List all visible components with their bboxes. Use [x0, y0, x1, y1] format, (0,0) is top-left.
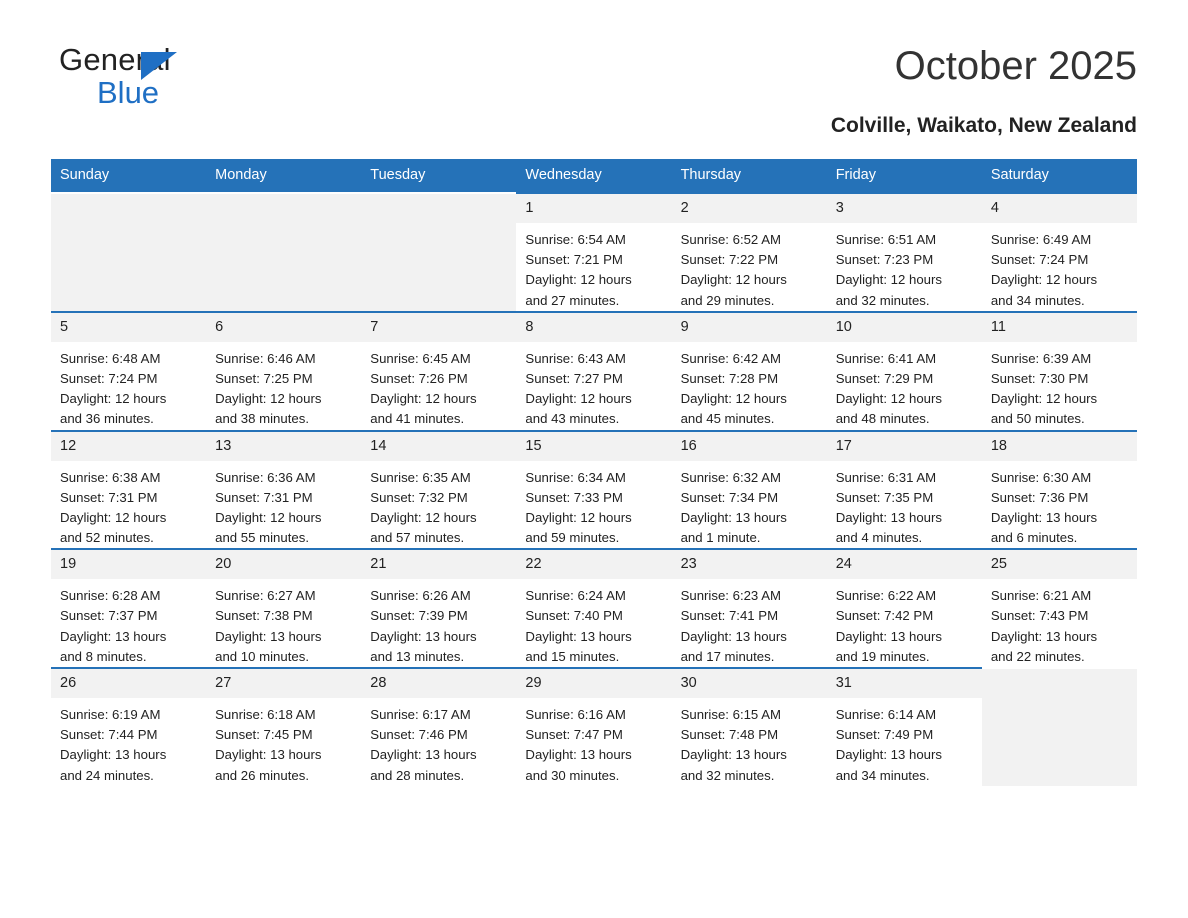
day-detail-line: Daylight: 13 hours [525, 747, 632, 763]
day-detail-line: Sunrise: 6:34 AM [525, 469, 626, 485]
day-number [51, 194, 206, 207]
day-number: 26 [51, 669, 206, 698]
day-details [361, 579, 516, 667]
calendar-day-cell [827, 667, 982, 786]
weekday-header-row [51, 159, 1137, 192]
day-detail-line: Daylight: 12 hours [370, 509, 477, 525]
day-detail-line: and 29 minutes. [680, 292, 775, 308]
title-block [831, 44, 1137, 138]
day-cell-content [51, 430, 206, 549]
day-detail-line: and 32 minutes. [680, 767, 775, 783]
day-number: 20 [206, 550, 361, 579]
day-detail-line: Sunrise: 6:16 AM [525, 707, 626, 722]
day-detail-line: and 55 minutes. [215, 530, 309, 546]
day-detail-line: Sunset: 7:43 PM [990, 608, 1089, 624]
calendar-day-cell [51, 548, 206, 667]
day-detail-line: and 13 minutes. [370, 648, 465, 664]
calendar-week-row [51, 192, 1137, 311]
calendar-day-cell [672, 667, 827, 786]
day-detail-line: Sunset: 7:21 PM [525, 252, 623, 268]
weekday-header-tuesday: Tuesday [361, 159, 516, 192]
day-number: 3 [827, 194, 982, 223]
day-detail-line: Daylight: 13 hours [990, 509, 1098, 525]
day-detail-line: Daylight: 13 hours [215, 628, 322, 644]
calendar-day-cell [361, 548, 516, 667]
day-detail-line: and 26 minutes. [215, 767, 309, 783]
day-cell-content [672, 667, 827, 786]
day-details [516, 698, 671, 786]
day-detail-line: Sunrise: 6:35 AM [370, 469, 471, 485]
day-detail-line: Sunrise: 6:17 AM [370, 707, 471, 722]
day-details [516, 461, 671, 549]
day-detail-line: Sunrise: 6:21 AM [990, 588, 1092, 604]
weekday-header-friday: Friday [827, 159, 982, 192]
weekday-header-thursday: Thursday [672, 159, 827, 192]
day-details [672, 461, 827, 549]
day-detail-line: and 45 minutes. [680, 411, 775, 427]
day-detail-line: Daylight: 13 hours [525, 628, 632, 644]
day-detail-line: Sunset: 7:24 PM [990, 252, 1089, 268]
day-number: 19 [51, 550, 206, 579]
day-detail-line: and 10 minutes. [215, 648, 309, 664]
day-number [206, 194, 361, 207]
day-detail-line: Sunrise: 6:32 AM [680, 469, 781, 485]
day-details [982, 579, 1137, 667]
calendar-day-cell [827, 430, 982, 549]
day-number [982, 669, 1137, 682]
day-detail-line: Sunrise: 6:51 AM [835, 232, 937, 247]
day-cell-content [827, 667, 982, 786]
day-detail-line: Daylight: 13 hours [370, 628, 477, 644]
day-cell-content [361, 430, 516, 549]
day-detail-line: Sunrise: 6:41 AM [835, 350, 937, 366]
day-cell-content [516, 667, 671, 786]
day-detail-line: Sunrise: 6:36 AM [215, 469, 316, 485]
day-detail-line: and 30 minutes. [525, 767, 620, 783]
day-number: 15 [516, 432, 671, 461]
calendar-day-cell [206, 430, 361, 549]
day-detail-line: Daylight: 13 hours [215, 747, 322, 763]
calendar-day-cell [516, 192, 671, 311]
day-number [361, 194, 516, 207]
day-detail-line: Daylight: 13 hours [680, 747, 787, 763]
day-number: 14 [361, 432, 516, 461]
day-detail-line: Sunrise: 6:54 AM [525, 232, 626, 247]
day-cell-empty [982, 667, 1137, 786]
day-detail-line: and 15 minutes. [525, 648, 620, 664]
location-subtitle: Colville, Waikato, New Zealand [830, 114, 1137, 137]
day-detail-line: Sunset: 7:39 PM [370, 608, 468, 624]
day-detail-line: Sunset: 7:31 PM [60, 489, 158, 505]
day-number: 1 [516, 194, 671, 223]
calendar-day-cell [361, 667, 516, 786]
day-number: 6 [206, 313, 361, 342]
day-cell-content [51, 311, 206, 430]
page-header [51, 0, 1137, 138]
day-number: 30 [672, 669, 827, 698]
day-cell-content [516, 311, 671, 430]
logo-text-blue: Blue [97, 75, 160, 110]
day-detail-line: Daylight: 12 hours [835, 272, 942, 288]
day-details [206, 461, 361, 549]
day-detail-line: and 48 minutes. [835, 411, 930, 427]
calendar-day-cell [206, 667, 361, 786]
day-detail-line: and 57 minutes. [370, 530, 465, 546]
calendar-week-row [51, 311, 1137, 430]
day-details [672, 579, 827, 667]
day-detail-line: Daylight: 12 hours [525, 272, 632, 288]
day-details [827, 461, 982, 549]
day-detail-line: Sunrise: 6:43 AM [525, 350, 626, 366]
day-detail-line: Sunrise: 6:46 AM [215, 350, 316, 366]
calendar-day-cell [982, 548, 1137, 667]
day-cell-content [672, 430, 827, 549]
day-cell-content [516, 430, 671, 549]
weekday-header-sunday: Sunday [51, 159, 206, 192]
day-detail-line: Sunset: 7:48 PM [680, 727, 779, 743]
day-cell-empty [206, 192, 361, 311]
day-number: 13 [206, 432, 361, 461]
logo-triangle-icon [141, 52, 177, 80]
weekday-header-wednesday: Wednesday [516, 159, 671, 192]
calendar-day-cell [827, 311, 982, 430]
day-number: 11 [982, 313, 1137, 342]
day-detail-line: and 4 minutes. [835, 530, 923, 546]
calendar-day-cell [672, 311, 827, 430]
day-details [206, 698, 361, 786]
day-cell-content [672, 548, 827, 667]
day-detail-line: and 17 minutes. [680, 648, 775, 664]
day-detail-line: Sunrise: 6:22 AM [835, 588, 937, 604]
day-cell-content [827, 430, 982, 549]
day-detail-line: Sunrise: 6:45 AM [370, 350, 471, 366]
day-detail-line: Sunset: 7:38 PM [215, 608, 313, 624]
calendar-week-row [51, 548, 1137, 667]
day-detail-line: Sunrise: 6:24 AM [525, 588, 626, 604]
day-number: 23 [672, 550, 827, 579]
day-details [206, 342, 361, 430]
day-details [982, 461, 1137, 549]
day-number: 29 [516, 669, 671, 698]
day-detail-line: Sunrise: 6:23 AM [680, 588, 781, 604]
day-cell-content [361, 667, 516, 786]
calendar-day-cell [51, 430, 206, 549]
day-detail-line: Daylight: 12 hours [990, 391, 1098, 407]
calendar-week-row [51, 667, 1137, 786]
day-detail-line: Sunset: 7:32 PM [370, 489, 468, 505]
weekday-header-monday: Monday [206, 159, 361, 192]
day-cell-content [206, 430, 361, 549]
day-cell-content [672, 192, 827, 311]
day-detail-line: and 8 minutes. [60, 648, 147, 664]
day-details [672, 698, 827, 786]
day-detail-line: Daylight: 13 hours [60, 747, 167, 763]
day-detail-line: Sunset: 7:47 PM [525, 727, 623, 743]
day-details [51, 461, 206, 549]
day-detail-line: Daylight: 12 hours [60, 391, 167, 407]
day-cell-empty [361, 192, 516, 311]
day-details [827, 698, 982, 786]
day-detail-line: Daylight: 13 hours [680, 628, 787, 644]
day-detail-line: and 24 minutes. [60, 767, 154, 783]
day-detail-line: Sunset: 7:35 PM [835, 489, 934, 505]
day-details [982, 342, 1137, 430]
day-number: 4 [982, 194, 1137, 223]
day-details [51, 698, 206, 786]
day-detail-line: Sunrise: 6:18 AM [215, 707, 316, 722]
day-details [361, 698, 516, 786]
day-number: 31 [827, 669, 982, 698]
day-detail-line: Sunrise: 6:30 AM [990, 469, 1092, 485]
day-detail-line: Sunset: 7:34 PM [680, 489, 779, 505]
day-details [206, 579, 361, 667]
day-detail-line: Sunset: 7:24 PM [60, 370, 158, 386]
calendar-day-cell [982, 192, 1137, 311]
day-detail-line: Daylight: 12 hours [525, 509, 632, 525]
calendar-day-cell [51, 667, 206, 786]
day-number: 27 [206, 669, 361, 698]
day-detail-line: Daylight: 12 hours [525, 391, 632, 407]
day-details [361, 342, 516, 430]
day-detail-line: Sunrise: 6:39 AM [990, 350, 1092, 366]
day-number: 8 [516, 313, 671, 342]
calendar-day-cell [361, 192, 516, 311]
day-cell-content [982, 430, 1137, 549]
calendar-day-cell [672, 548, 827, 667]
day-detail-line: Sunrise: 6:42 AM [680, 350, 781, 366]
day-detail-line: Daylight: 12 hours [990, 272, 1098, 288]
day-detail-line: Daylight: 13 hours [370, 747, 477, 763]
day-detail-line: and 34 minutes. [990, 292, 1085, 308]
day-cell-content [51, 548, 206, 667]
sunrise-sunset-calendar [51, 159, 1137, 786]
day-detail-line: Sunset: 7:27 PM [525, 370, 623, 386]
day-details [672, 342, 827, 430]
day-number: 9 [672, 313, 827, 342]
day-detail-line: Sunset: 7:37 PM [60, 608, 158, 624]
day-cell-content [982, 311, 1137, 430]
day-detail-line: Daylight: 12 hours [680, 391, 787, 407]
calendar-day-cell [516, 430, 671, 549]
day-detail-line: Daylight: 13 hours [990, 628, 1098, 644]
day-detail-line: Sunset: 7:25 PM [215, 370, 313, 386]
day-detail-line: and 6 minutes. [990, 530, 1078, 546]
day-detail-line: and 59 minutes. [525, 530, 620, 546]
day-detail-line: Sunrise: 6:48 AM [60, 350, 161, 366]
day-cell-content [516, 548, 671, 667]
calendar-day-cell [516, 548, 671, 667]
day-detail-line: Sunset: 7:46 PM [370, 727, 468, 743]
day-detail-line: Daylight: 12 hours [215, 509, 322, 525]
calendar-week-row [51, 430, 1137, 549]
day-cell-content [827, 548, 982, 667]
day-detail-line: Sunset: 7:40 PM [525, 608, 623, 624]
day-detail-line: and 52 minutes. [60, 530, 154, 546]
day-detail-line: Sunset: 7:31 PM [215, 489, 313, 505]
calendar-day-cell [982, 430, 1137, 549]
day-detail-line: Sunset: 7:36 PM [990, 489, 1089, 505]
day-detail-line: and 27 minutes. [525, 292, 620, 308]
generalblue-logo [51, 44, 171, 108]
day-detail-line: and 38 minutes. [215, 411, 309, 427]
day-cell-content [51, 667, 206, 786]
calendar-day-cell [672, 430, 827, 549]
day-detail-line: Daylight: 13 hours [60, 628, 167, 644]
day-details [361, 461, 516, 549]
day-detail-line: Sunset: 7:49 PM [835, 727, 934, 743]
day-number: 18 [982, 432, 1137, 461]
day-number: 24 [827, 550, 982, 579]
calendar-day-cell [206, 548, 361, 667]
day-number: 2 [672, 194, 827, 223]
day-detail-line: and 19 minutes. [835, 648, 930, 664]
calendar-body [51, 192, 1137, 786]
day-cell-content [361, 548, 516, 667]
calendar-day-cell [982, 667, 1137, 786]
day-detail-line: and 22 minutes. [990, 648, 1085, 664]
day-detail-line: Sunrise: 6:52 AM [680, 232, 781, 247]
day-details [827, 579, 982, 667]
day-detail-line: Sunset: 7:28 PM [680, 370, 779, 386]
day-detail-line: Sunrise: 6:19 AM [60, 707, 161, 722]
day-number: 10 [827, 313, 982, 342]
logo-text-general: General [59, 42, 171, 77]
day-cell-content [206, 548, 361, 667]
day-detail-line: Sunrise: 6:15 AM [680, 707, 781, 722]
day-detail-line: Daylight: 13 hours [835, 747, 942, 763]
day-details [516, 342, 671, 430]
day-details [51, 342, 206, 430]
page-title: October 2025 [894, 44, 1137, 88]
day-number: 28 [361, 669, 516, 698]
day-number: 12 [51, 432, 206, 461]
day-detail-line: Sunrise: 6:26 AM [370, 588, 471, 604]
day-cell-empty [51, 192, 206, 311]
day-detail-line: Daylight: 12 hours [680, 272, 787, 288]
day-detail-line: and 41 minutes. [370, 411, 465, 427]
day-details [516, 223, 671, 311]
day-detail-line: Daylight: 13 hours [680, 509, 787, 525]
calendar-day-cell [206, 311, 361, 430]
day-detail-line: Sunset: 7:33 PM [525, 489, 623, 505]
calendar-day-cell [516, 311, 671, 430]
calendar-day-cell [361, 311, 516, 430]
day-detail-line: Sunrise: 6:38 AM [60, 469, 161, 485]
day-detail-line: Sunset: 7:42 PM [835, 608, 934, 624]
day-detail-line: Daylight: 12 hours [835, 391, 942, 407]
calendar-day-cell [516, 667, 671, 786]
day-details [827, 342, 982, 430]
day-detail-line: and 28 minutes. [370, 767, 465, 783]
day-detail-line: Sunset: 7:41 PM [680, 608, 779, 624]
calendar-day-cell [361, 430, 516, 549]
day-detail-line: Sunset: 7:44 PM [60, 727, 158, 743]
calendar-day-cell [982, 311, 1137, 430]
day-detail-line: Sunrise: 6:14 AM [835, 707, 937, 722]
day-detail-line: Daylight: 13 hours [835, 509, 942, 525]
day-detail-line: Daylight: 12 hours [370, 391, 477, 407]
day-detail-line: Sunrise: 6:49 AM [990, 232, 1092, 247]
day-detail-line: Sunset: 7:29 PM [835, 370, 934, 386]
calendar-day-cell [206, 192, 361, 311]
calendar-day-cell [51, 311, 206, 430]
calendar-day-cell [827, 548, 982, 667]
day-number: 5 [51, 313, 206, 342]
day-number: 22 [516, 550, 671, 579]
day-details [516, 579, 671, 667]
day-detail-line: and 32 minutes. [835, 292, 930, 308]
day-details [982, 223, 1137, 311]
day-detail-line: and 36 minutes. [60, 411, 154, 427]
day-cell-content [827, 192, 982, 311]
day-cell-content [206, 311, 361, 430]
day-detail-line: Sunset: 7:23 PM [835, 252, 934, 268]
day-cell-content [827, 311, 982, 430]
calendar-day-cell [827, 192, 982, 311]
day-number: 7 [361, 313, 516, 342]
day-number: 21 [361, 550, 516, 579]
day-cell-content [982, 548, 1137, 667]
day-detail-line: Sunset: 7:26 PM [370, 370, 468, 386]
weekday-header-saturday: Saturday [982, 159, 1137, 192]
day-detail-line: Sunrise: 6:28 AM [60, 588, 161, 604]
day-detail-line: Daylight: 13 hours [835, 628, 942, 644]
day-detail-line: and 1 minute. [680, 530, 761, 546]
day-cell-content [516, 192, 671, 311]
day-cell-content [361, 311, 516, 430]
day-detail-line: and 43 minutes. [525, 411, 620, 427]
day-detail-line: Daylight: 12 hours [60, 509, 167, 525]
day-detail-line: Sunset: 7:45 PM [215, 727, 313, 743]
day-details [51, 579, 206, 667]
day-details [672, 223, 827, 311]
day-detail-line: Sunrise: 6:27 AM [215, 588, 316, 604]
day-number: 25 [982, 550, 1137, 579]
day-cell-content [206, 667, 361, 786]
day-cell-content [672, 311, 827, 430]
calendar-day-cell [51, 192, 206, 311]
day-number: 16 [672, 432, 827, 461]
day-detail-line: Sunset: 7:30 PM [990, 370, 1089, 386]
day-detail-line: and 50 minutes. [990, 411, 1085, 427]
day-cell-content [982, 192, 1137, 311]
day-details [827, 223, 982, 311]
day-detail-line: Sunset: 7:22 PM [680, 252, 779, 268]
day-detail-line: Daylight: 12 hours [215, 391, 322, 407]
calendar-day-cell [672, 192, 827, 311]
day-detail-line: and 34 minutes. [835, 767, 930, 783]
day-number: 17 [827, 432, 982, 461]
day-detail-line: Sunrise: 6:31 AM [835, 469, 937, 485]
